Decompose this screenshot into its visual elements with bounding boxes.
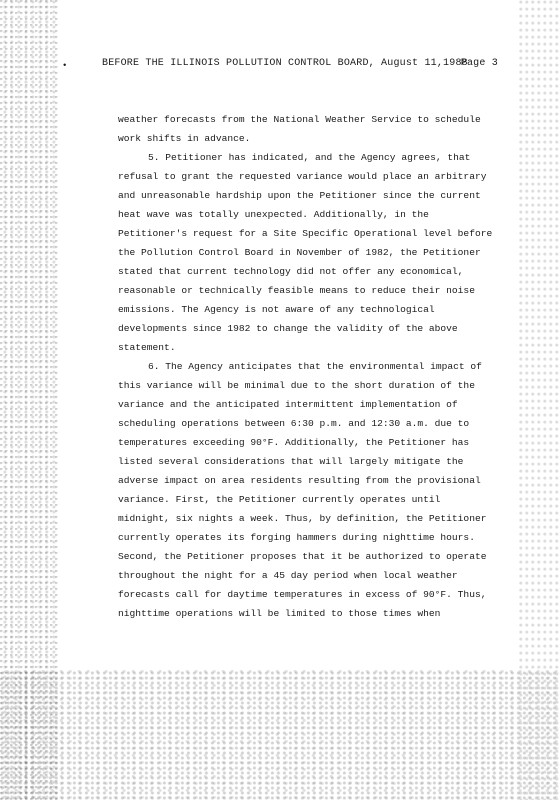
text-line: Petitioner's request for a Site Specific Operational level before xyxy=(118,228,493,239)
text-line: variance. First, the Petitioner currently operates until xyxy=(118,494,441,505)
text-line: 5. Petitioner has indicated, and the Agency agrees, that xyxy=(148,152,471,163)
text-line: emissions. The Agency is not aware of any technological xyxy=(118,304,435,315)
paragraph-continuation xyxy=(118,110,498,148)
paragraph-5 xyxy=(118,148,498,357)
paragraph-6 xyxy=(118,357,498,623)
text-line: stated that current technology did not offer any economical, xyxy=(118,266,464,277)
text-line: throughout the night for a 45 day period when local weather xyxy=(118,570,458,581)
text-line: 6. The Agency anticipates that the environmental impact of xyxy=(148,361,482,372)
document-body xyxy=(118,110,498,623)
text-line: developments since 1982 to change the validity of the above xyxy=(118,323,458,334)
text-line: currently operates its forging hammers during nighttime hours. xyxy=(118,532,475,543)
text-line: weather forecasts from the National Weather Service to schedule xyxy=(118,114,481,125)
text-line: forecasts call for daytime temperatures in excess of 90°F. Thus, xyxy=(118,589,487,600)
text-line: this variance will be minimal due to the short duration of the xyxy=(118,380,475,391)
scan-noise-bottom xyxy=(0,670,559,800)
page-header xyxy=(102,58,498,69)
header-title: BEFORE THE ILLINOIS POLLUTION CONTROL BOARD, August 11,1988 xyxy=(102,58,468,69)
text-line: midnight, six nights a week. Thus, by definition, the Petitioner xyxy=(118,513,487,524)
text-line: listed several considerations that will largely mitigate the xyxy=(118,456,464,467)
text-line: the Pollution Control Board in November of 1982, the Petitioner xyxy=(118,247,481,258)
text-line: temperatures exceeding 90°F. Additionally, the Petitioner has xyxy=(118,437,470,448)
text-line: work shifts in advance. xyxy=(118,133,251,144)
text-line: Second, the Petitioner proposes that it be authorized to operate xyxy=(118,551,487,562)
text-line: nighttime operations will be limited to those times when xyxy=(118,608,441,619)
text-line: refusal to grant the requested variance would place an arbitrary xyxy=(118,171,487,182)
text-line: statement. xyxy=(118,342,176,353)
text-line: and unreasonable hardship upon the Petitioner since the current xyxy=(118,190,481,201)
text-line: reasonable or technically feasible means to reduce their noise xyxy=(118,285,475,296)
text-line: adverse impact on area residents resulting from the provisional xyxy=(118,475,481,486)
text-line: heat wave was totally unexpected. Additionally, in the xyxy=(118,209,429,220)
text-line: variance and the anticipated intermittent implementation of xyxy=(118,399,458,410)
text-line: scheduling operations between 6:30 p.m. and 12:30 a.m. due to xyxy=(118,418,470,429)
margin-mark: • xyxy=(62,61,68,71)
page-number: Page 3 xyxy=(460,58,498,69)
